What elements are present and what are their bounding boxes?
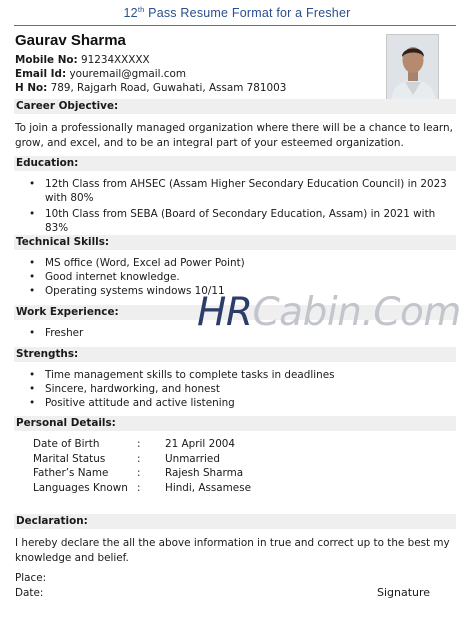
declaration-text: I hereby declare the all the above information in true and correct up to the best my knowledge and belief. (15, 537, 450, 564)
list-item: • 10th Class from SEBA (Board of Secondary Education, Assam) in 2021 with 83% (29, 208, 436, 234)
work-experience-heading: Work Experience: (14, 305, 456, 320)
table-row: Date of Birth : 21 April 2004 (33, 438, 236, 450)
profile-photo (386, 34, 439, 100)
career-objective-heading: Career Objective: (14, 99, 456, 114)
candidate-name: Gaurav Sharma (15, 32, 126, 49)
address-line: H No: 789, Rajgarh Road, Guwahati, Assam 781003 (15, 82, 287, 94)
table-row: Languages Known : Hindi, Assamese (33, 481, 251, 494)
strengths-list (29, 368, 449, 410)
watermark-logo: HRCabin.Com (197, 290, 461, 335)
list-item: • 12th Class from AHSEC (Assam Higher Secondary Education Council) in 2023 with 80% (29, 178, 447, 204)
personal-details-heading: Personal Details: (14, 416, 456, 431)
document-title: 12th Pass Resume Format for a Fresher (123, 5, 351, 21)
career-objective-text: To join a professionally managed organization where there will be a chance to learn, grow, and excel, and to be an integral part of your esteemed organization. (15, 122, 453, 149)
technical-skills-heading: Technical Skills: (14, 235, 456, 250)
declaration-heading: Declaration: (14, 514, 456, 529)
list-item: • Positive attitude and active listening (29, 397, 235, 409)
email-line: Email Id: youremail@gmail.com (15, 68, 186, 80)
table-row: Marital Status : Unmarried (33, 452, 220, 465)
list-item: • Time management skills to complete tasks in deadlines (29, 369, 335, 381)
title-divider (14, 25, 456, 26)
list-item: • MS office (Word, Excel ad Power Point) (29, 257, 245, 269)
table-row: Father’s Name : Rajesh Sharma (33, 467, 244, 479)
list-item: • Fresher (29, 327, 84, 339)
list-item: • Operating systems windows 10/11 (29, 285, 225, 297)
place-label: Place: (15, 572, 47, 584)
date-label: Date: (15, 587, 44, 599)
signature-label: Signature (377, 586, 431, 599)
education-list (29, 177, 449, 235)
education-heading: Education: (14, 156, 456, 171)
personal-details-table (33, 437, 251, 495)
strengths-heading: Strengths: (14, 347, 456, 362)
mobile-line: Mobile No: 91234XXXXX (15, 54, 150, 66)
list-item: • Good internet knowledge. (29, 271, 180, 283)
list-item: • Sincere, hardworking, and honest (29, 383, 220, 395)
